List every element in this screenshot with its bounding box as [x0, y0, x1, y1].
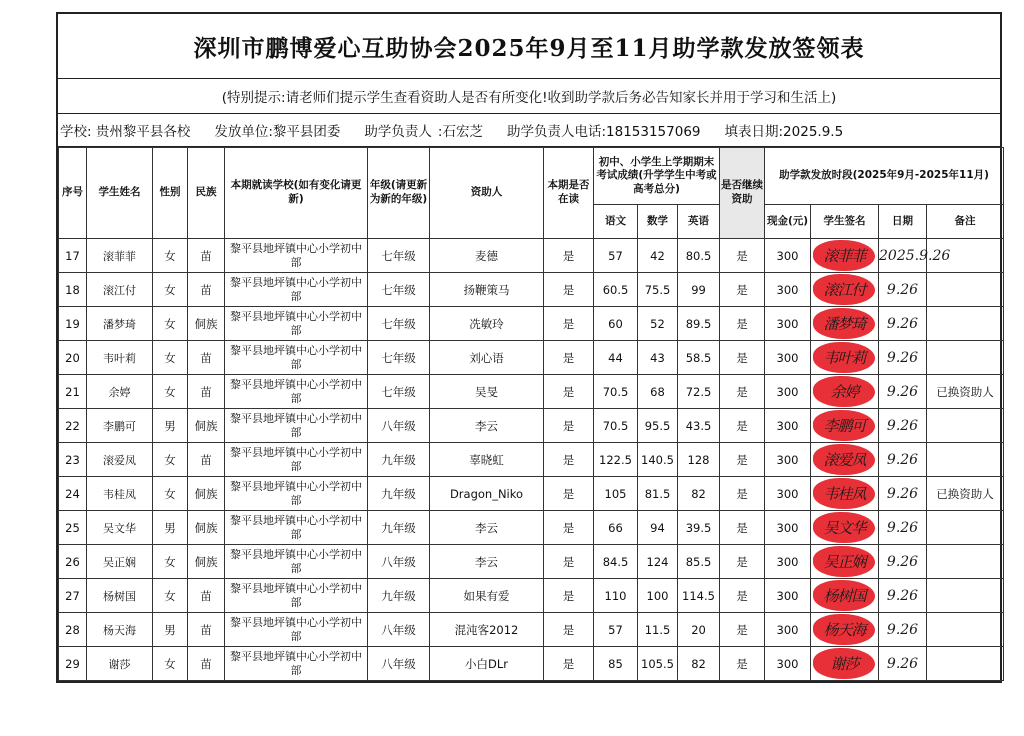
continue-cell: 是	[720, 613, 765, 647]
sign-date-cell	[879, 239, 951, 273]
seq-cell: 20	[59, 341, 87, 375]
student-name-cell: 李鹏可	[87, 409, 153, 443]
header-sponsor: 资助人	[430, 148, 544, 239]
sponsor-cell: Dragon_Niko	[430, 477, 544, 511]
grade-cell: 八年级	[368, 545, 430, 579]
chinese-score-cell: 44	[594, 341, 638, 375]
student-name-cell: 吴正娴	[87, 545, 153, 579]
math-score-cell: 94	[638, 511, 678, 545]
header-date: 日期	[879, 205, 927, 239]
remark-cell	[927, 579, 1004, 613]
handwritten-date: 9.26	[886, 519, 919, 536]
remark-cell	[927, 613, 1004, 647]
table-row	[59, 477, 1004, 511]
handwritten-signature: 韦桂凤	[823, 485, 866, 503]
signature-cell	[811, 477, 879, 511]
table-row	[59, 239, 1004, 273]
enrolled-cell: 是	[544, 375, 594, 409]
chinese-score-cell: 105	[594, 477, 638, 511]
school-cell: 黎平县地坪镇中心小学初中部	[225, 239, 368, 273]
school-cell: 黎平县地坪镇中心小学初中部	[225, 511, 368, 545]
remark-cell	[927, 647, 1004, 681]
signature-cell	[811, 409, 879, 443]
manager-name: :石宏芝	[437, 124, 483, 140]
remark-cell: 已换资助人	[927, 375, 1004, 409]
student-name-cell: 余婷	[87, 375, 153, 409]
remark-cell	[927, 443, 1004, 477]
seq-cell: 25	[59, 511, 87, 545]
math-score-cell: 124	[638, 545, 678, 579]
signature-cell	[811, 341, 879, 375]
english-score-cell: 39.5	[678, 511, 720, 545]
handwritten-signature: 吴正娴	[823, 553, 866, 571]
continue-cell: 是	[720, 477, 765, 511]
handwritten-signature: 滚菲菲	[823, 247, 866, 265]
gender-cell: 女	[153, 341, 188, 375]
english-score-cell: 114.5	[678, 579, 720, 613]
signing-sheet	[56, 12, 1002, 683]
chinese-score-cell: 57	[594, 613, 638, 647]
math-score-cell: 43	[638, 341, 678, 375]
signature-cell	[811, 239, 879, 273]
sign-date-cell	[879, 443, 927, 477]
seq-cell: 26	[59, 545, 87, 579]
cash-cell: 300	[765, 579, 811, 613]
grade-cell: 八年级	[368, 613, 430, 647]
seq-cell: 21	[59, 375, 87, 409]
chinese-score-cell: 70.5	[594, 375, 638, 409]
sponsor-cell: 小白DLr	[430, 647, 544, 681]
cash-cell: 300	[765, 511, 811, 545]
cash-cell: 300	[765, 477, 811, 511]
handwritten-date: 9.26	[886, 417, 919, 434]
sign-date-cell	[879, 477, 927, 511]
header-scores: 初中、小学生上学期期末考试成绩(升学学生中考或高考总分)	[594, 148, 720, 205]
continue-cell: 是	[720, 273, 765, 307]
continue-cell: 是	[720, 409, 765, 443]
handwritten-signature: 杨天海	[823, 621, 866, 639]
remark-cell	[927, 307, 1004, 341]
enrolled-cell: 是	[544, 273, 594, 307]
continue-cell: 是	[720, 341, 765, 375]
continue-cell: 是	[720, 375, 765, 409]
continue-cell: 是	[720, 511, 765, 545]
gender-cell: 女	[153, 545, 188, 579]
grade-cell: 九年级	[368, 477, 430, 511]
gender-cell: 男	[153, 613, 188, 647]
student-name-cell: 杨树国	[87, 579, 153, 613]
enrolled-cell: 是	[544, 511, 594, 545]
school-cell: 黎平县地坪镇中心小学初中部	[225, 375, 368, 409]
header-gender: 性别	[153, 148, 188, 239]
handwritten-signature: 韦叶莉	[823, 349, 866, 367]
enrolled-cell: 是	[544, 239, 594, 273]
enrolled-cell: 是	[544, 307, 594, 341]
gender-cell: 女	[153, 647, 188, 681]
enrolled-cell: 是	[544, 443, 594, 477]
english-score-cell: 80.5	[678, 239, 720, 273]
seq-cell: 28	[59, 613, 87, 647]
continue-cell: 是	[720, 647, 765, 681]
table-row	[59, 409, 1004, 443]
header-school: 本期就读学校(如有变化请更新)	[225, 148, 368, 239]
special-notice: (特别提示:请老师们提示学生查看资助人是否有所变化!收到助学款后务必告知家长并用于学习和生活上)	[58, 79, 1000, 114]
table-row	[59, 511, 1004, 545]
english-score-cell: 128	[678, 443, 720, 477]
school-cell: 黎平县地坪镇中心小学初中部	[225, 545, 368, 579]
english-score-cell: 82	[678, 477, 720, 511]
chinese-score-cell: 60.5	[594, 273, 638, 307]
header-signature: 学生签名	[811, 205, 879, 239]
chinese-score-cell: 60	[594, 307, 638, 341]
cash-cell: 300	[765, 273, 811, 307]
ethnic-cell: 侗族	[188, 511, 225, 545]
handwritten-date: 9.26	[886, 655, 919, 672]
sponsor-cell: 李云	[430, 511, 544, 545]
header-cash: 现金(元)	[765, 205, 811, 239]
ethnic-cell: 苗	[188, 375, 225, 409]
cash-cell: 300	[765, 307, 811, 341]
header-enrolled: 本期是否在读	[544, 148, 594, 239]
school-cell: 黎平县地坪镇中心小学初中部	[225, 443, 368, 477]
gender-cell: 女	[153, 477, 188, 511]
chinese-score-cell: 85	[594, 647, 638, 681]
continue-cell: 是	[720, 545, 765, 579]
table-row	[59, 273, 1004, 307]
school-cell: 黎平县地坪镇中心小学初中部	[225, 273, 368, 307]
table-row	[59, 613, 1004, 647]
issuer-info: 发放单位:黎平县团委	[214, 124, 341, 140]
table-row	[59, 375, 1004, 409]
handwritten-signature: 滚江付	[823, 281, 866, 299]
header-english: 英语	[678, 205, 720, 239]
remark-cell	[927, 511, 1004, 545]
seq-cell: 29	[59, 647, 87, 681]
table-row	[59, 579, 1004, 613]
handwritten-date: 9.26	[886, 349, 919, 366]
seq-cell: 17	[59, 239, 87, 273]
grade-cell: 七年级	[368, 341, 430, 375]
student-name-cell: 谢莎	[87, 647, 153, 681]
school-cell: 黎平县地坪镇中心小学初中部	[225, 613, 368, 647]
handwritten-date: 9.26	[886, 383, 919, 400]
remark-cell	[927, 273, 1004, 307]
gender-cell: 女	[153, 307, 188, 341]
school-cell: 黎平县地坪镇中心小学初中部	[225, 341, 368, 375]
seq-cell: 22	[59, 409, 87, 443]
cash-cell: 300	[765, 409, 811, 443]
math-score-cell: 11.5	[638, 613, 678, 647]
handwritten-signature: 杨树国	[823, 587, 866, 605]
cash-cell: 300	[765, 613, 811, 647]
continue-cell: 是	[720, 307, 765, 341]
signature-cell	[811, 647, 879, 681]
student-name-cell: 杨天海	[87, 613, 153, 647]
manager-label: 助学负责人	[364, 124, 432, 140]
sponsor-cell: 吴旻	[430, 375, 544, 409]
math-score-cell: 52	[638, 307, 678, 341]
sign-date-cell	[879, 613, 927, 647]
header-continue: 是否继续资助	[720, 148, 765, 239]
sponsor-cell: 李云	[430, 545, 544, 579]
sign-date-cell	[879, 579, 927, 613]
ethnic-cell: 苗	[188, 273, 225, 307]
math-score-cell: 42	[638, 239, 678, 273]
ethnic-cell: 侗族	[188, 409, 225, 443]
school-cell: 黎平县地坪镇中心小学初中部	[225, 409, 368, 443]
sign-date-cell	[879, 545, 927, 579]
english-score-cell: 85.5	[678, 545, 720, 579]
seq-cell: 19	[59, 307, 87, 341]
sponsor-cell: 麦德	[430, 239, 544, 273]
signature-cell	[811, 545, 879, 579]
grade-cell: 九年级	[368, 443, 430, 477]
gender-cell: 女	[153, 579, 188, 613]
remark-cell	[927, 545, 1004, 579]
signature-cell	[811, 579, 879, 613]
school-cell: 黎平县地坪镇中心小学初中部	[225, 477, 368, 511]
handwritten-signature: 滚爱凤	[823, 451, 866, 469]
handwritten-date: 9.26	[886, 587, 919, 604]
sign-date-cell	[879, 307, 927, 341]
school-cell: 黎平县地坪镇中心小学初中部	[225, 647, 368, 681]
school-cell: 黎平县地坪镇中心小学初中部	[225, 579, 368, 613]
handwritten-signature: 李鹏可	[823, 417, 866, 435]
page-title: 深圳市鹏博爱心互助协会2025年9月至11月助学款发放签领表	[58, 14, 1000, 79]
gender-cell: 男	[153, 409, 188, 443]
cash-cell: 300	[765, 341, 811, 375]
english-score-cell: 99	[678, 273, 720, 307]
remark-cell	[927, 341, 1004, 375]
handwritten-date: 9.26	[886, 315, 919, 332]
school-info: 学校: 贵州黎平县各校	[60, 124, 191, 140]
header-grade: 年级(请更新为新的年级)	[368, 148, 430, 239]
enrolled-cell: 是	[544, 545, 594, 579]
fill-date: 填表日期:2025.9.5	[724, 124, 844, 140]
seq-cell: 18	[59, 273, 87, 307]
sign-date-cell	[879, 341, 927, 375]
header-remark: 备注	[927, 205, 1004, 239]
handwritten-signature: 潘梦琦	[823, 315, 866, 333]
cash-cell: 300	[765, 375, 811, 409]
grade-cell: 八年级	[368, 409, 430, 443]
gender-cell: 男	[153, 511, 188, 545]
english-score-cell: 89.5	[678, 307, 720, 341]
sponsor-cell: 李云	[430, 409, 544, 443]
header-seq: 序号	[59, 148, 87, 239]
grade-cell: 八年级	[368, 647, 430, 681]
ethnic-cell: 苗	[188, 613, 225, 647]
math-score-cell: 140.5	[638, 443, 678, 477]
handwritten-date: 9.26	[886, 621, 919, 638]
header-ethnic: 民族	[188, 148, 225, 239]
sponsor-cell: 混沌客2012	[430, 613, 544, 647]
handwritten-date: 9.26	[886, 281, 919, 298]
handwritten-date: 9.26	[886, 553, 919, 570]
math-score-cell: 68	[638, 375, 678, 409]
grade-cell: 七年级	[368, 239, 430, 273]
english-score-cell: 72.5	[678, 375, 720, 409]
signature-cell	[811, 307, 879, 341]
english-score-cell: 82	[678, 647, 720, 681]
enrolled-cell: 是	[544, 579, 594, 613]
handwritten-date: 9.26	[886, 451, 919, 468]
sign-date-cell	[879, 375, 927, 409]
cash-cell: 300	[765, 545, 811, 579]
table-row	[59, 545, 1004, 579]
enrolled-cell: 是	[544, 647, 594, 681]
student-table	[58, 147, 1004, 681]
ethnic-cell: 苗	[188, 579, 225, 613]
math-score-cell: 95.5	[638, 409, 678, 443]
cash-cell: 300	[765, 239, 811, 273]
chinese-score-cell: 122.5	[594, 443, 638, 477]
manager-phone: 助学负责人电话:18153157069	[506, 124, 701, 140]
continue-cell: 是	[720, 443, 765, 477]
ethnic-cell: 苗	[188, 443, 225, 477]
signature-cell	[811, 273, 879, 307]
student-name-cell: 滚菲菲	[87, 239, 153, 273]
cash-cell: 300	[765, 647, 811, 681]
school-cell: 黎平县地坪镇中心小学初中部	[225, 307, 368, 341]
chinese-score-cell: 66	[594, 511, 638, 545]
signature-cell	[811, 443, 879, 477]
chinese-score-cell: 110	[594, 579, 638, 613]
ethnic-cell: 侗族	[188, 545, 225, 579]
header-math: 数学	[638, 205, 678, 239]
english-score-cell: 20	[678, 613, 720, 647]
sponsor-cell: 如果有爱	[430, 579, 544, 613]
seq-cell: 24	[59, 477, 87, 511]
sign-date-cell	[879, 273, 927, 307]
enrolled-cell: 是	[544, 409, 594, 443]
header-period: 助学款发放时段(2025年9月-2025年11月)	[765, 148, 1004, 205]
table-row	[59, 341, 1004, 375]
ethnic-cell: 苗	[188, 341, 225, 375]
enrolled-cell: 是	[544, 477, 594, 511]
ethnic-cell: 侗族	[188, 307, 225, 341]
signature-cell	[811, 613, 879, 647]
ethnic-cell: 侗族	[188, 477, 225, 511]
header-chinese: 语文	[594, 205, 638, 239]
signature-cell	[811, 375, 879, 409]
handwritten-signature: 谢莎	[830, 655, 859, 673]
gender-cell: 女	[153, 273, 188, 307]
remark-cell	[927, 409, 1004, 443]
continue-cell: 是	[720, 579, 765, 613]
enrolled-cell: 是	[544, 341, 594, 375]
continue-cell: 是	[720, 239, 765, 273]
cash-cell: 300	[765, 443, 811, 477]
student-name-cell: 滚江付	[87, 273, 153, 307]
grade-cell: 七年级	[368, 307, 430, 341]
math-score-cell: 100	[638, 579, 678, 613]
gender-cell: 女	[153, 443, 188, 477]
student-name-cell: 吴文华	[87, 511, 153, 545]
handwritten-date: 2025.9.26	[879, 247, 951, 264]
handwritten-signature: 余婷	[830, 383, 859, 401]
math-score-cell: 75.5	[638, 273, 678, 307]
handwritten-signature: 吴文华	[823, 519, 866, 537]
handwritten-date: 9.26	[886, 485, 919, 502]
chinese-score-cell: 57	[594, 239, 638, 273]
english-score-cell: 58.5	[678, 341, 720, 375]
gender-cell: 女	[153, 239, 188, 273]
chinese-score-cell: 84.5	[594, 545, 638, 579]
info-bar	[58, 114, 1000, 147]
sign-date-cell	[879, 511, 927, 545]
math-score-cell: 81.5	[638, 477, 678, 511]
grade-cell: 七年级	[368, 375, 430, 409]
ethnic-cell: 苗	[188, 239, 225, 273]
english-score-cell: 43.5	[678, 409, 720, 443]
sponsor-cell: 冼敏玲	[430, 307, 544, 341]
sponsor-cell: 扬鞭策马	[430, 273, 544, 307]
student-name-cell: 韦桂凤	[87, 477, 153, 511]
gender-cell: 女	[153, 375, 188, 409]
grade-cell: 九年级	[368, 579, 430, 613]
table-row	[59, 443, 1004, 477]
seq-cell: 27	[59, 579, 87, 613]
remark-cell: 已换资助人	[927, 477, 1004, 511]
table-row	[59, 307, 1004, 341]
student-name-cell: 滚爱凤	[87, 443, 153, 477]
sponsor-cell: 辜晓虹	[430, 443, 544, 477]
chinese-score-cell: 70.5	[594, 409, 638, 443]
grade-cell: 九年级	[368, 511, 430, 545]
student-name-cell: 潘梦琦	[87, 307, 153, 341]
sign-date-cell	[879, 409, 927, 443]
table-row	[59, 647, 1004, 681]
math-score-cell: 105.5	[638, 647, 678, 681]
ethnic-cell: 苗	[188, 647, 225, 681]
sponsor-cell: 刘心语	[430, 341, 544, 375]
header-student: 学生姓名	[87, 148, 153, 239]
student-name-cell: 韦叶莉	[87, 341, 153, 375]
enrolled-cell: 是	[544, 613, 594, 647]
sign-date-cell	[879, 647, 927, 681]
seq-cell: 23	[59, 443, 87, 477]
signature-cell	[811, 511, 879, 545]
grade-cell: 七年级	[368, 273, 430, 307]
